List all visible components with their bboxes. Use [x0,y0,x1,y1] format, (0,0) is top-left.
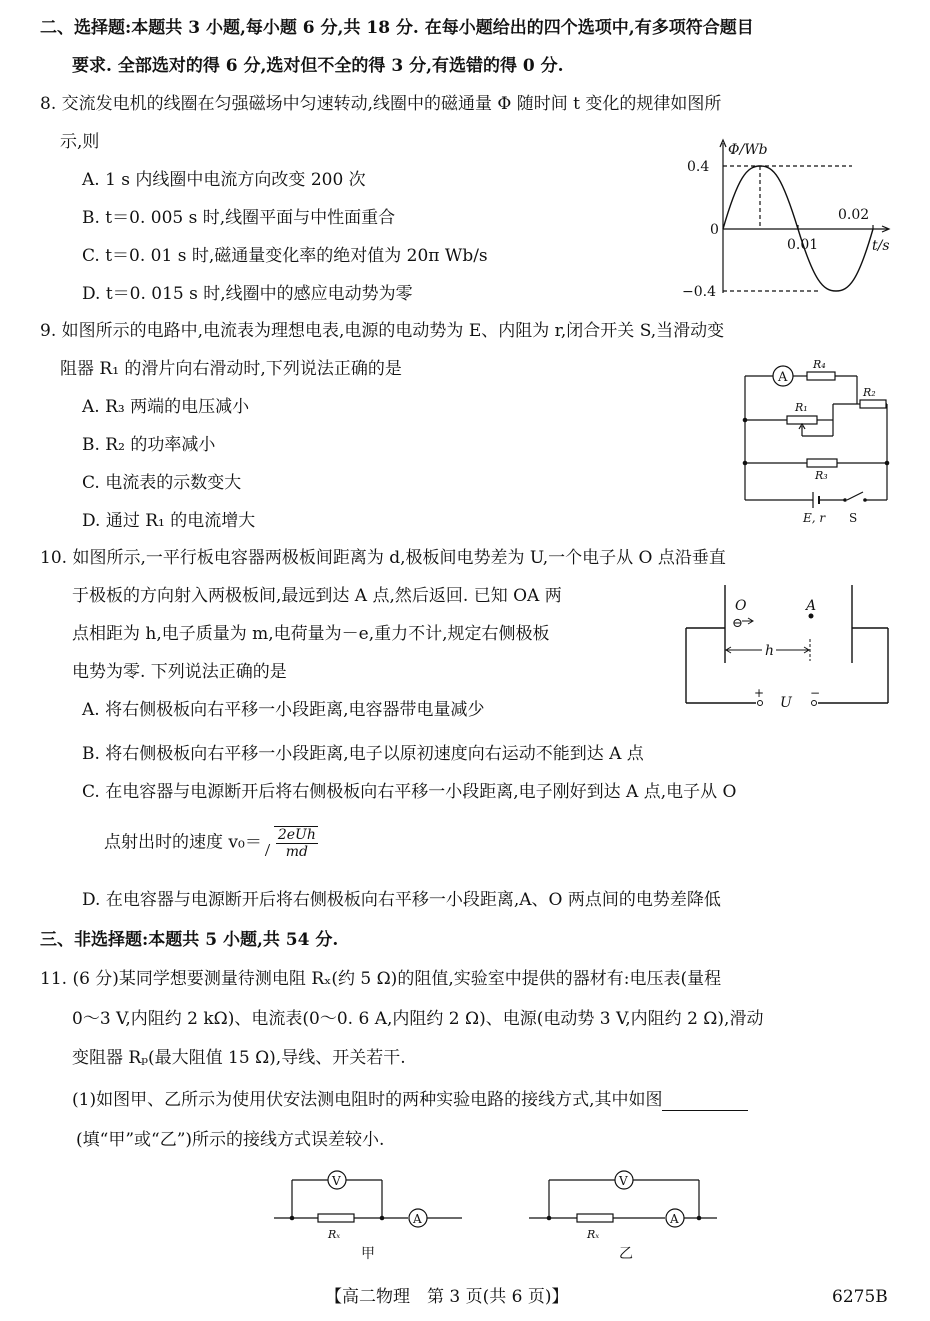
voltmeter-label: V [332,1174,341,1188]
r3-label: R₃ [815,469,828,482]
answer-blank[interactable] [662,1094,748,1111]
q8-option-c: C. t＝0. 01 s 时,磁通量变化率的绝对值为 20π Wb/s [82,246,488,266]
q9-stem-line1: 9. 如图所示的电路中,电流表为理想电表,电源的电动势为 E、内阻为 r,闭合开关 S,当滑动变 [40,321,725,341]
q10-option-c-line2 [104,826,318,860]
q8-option-b: B. t＝0. 005 s 时,线圈平面与中性面重合 [82,208,396,228]
q10-stem-line1: 10. 如图所示,一平行板电容器两极板间距离为 d,极板间电势差为 U,一个电子从 O 点沿垂直 [40,548,726,568]
sqrt-formula [262,826,318,860]
q9-stem-line2: 阻器 R₁ 的滑片向右滑动时,下列说法正确的是 [60,359,402,379]
q9-option-b: B. R₂ 的功率减小 [82,435,216,455]
caption-yi: 乙 [619,1246,633,1262]
voltmeter-label: V [619,1174,628,1188]
q10-option-b: B. 将右侧极板向右平移一小段距离,电子以原初速度向右运动不能到达 A 点 [82,744,644,764]
rx-label: Rₓ [328,1228,341,1241]
fraction-numerator: 2eUh [277,827,316,843]
q8-option-d: D. t＝0. 015 s 时,线圈中的感应电动势为零 [82,284,413,304]
q11-circuit-jia [270,1160,465,1265]
q10-option-d: D. 在电容器与电源断开后将右侧极板向右平移一小段距离,A、O 两点间的电势差降低 [82,890,721,910]
y-tick-top: 0.4 [687,159,710,175]
q10-option-c-text: 点射出时的速度 v₀＝ [104,832,262,853]
section2-heading-line1: 二、选择题:本题共 3 小题,每小题 6 分,共 18 分. 在每小题给出的四个选项中,有多项符合题目 [40,18,754,38]
electron-symbol: ⊖ [732,616,743,631]
caption-jia: 甲 [361,1246,375,1262]
q8-flux-graph [680,135,895,305]
fraction-denominator: md [285,844,308,860]
footer-page-info: 【高二物理 第 3 页(共 6 页)】 [325,1287,569,1307]
fraction [276,827,318,860]
section2-heading-line2: 要求. 全部选对的得 6 分,选对但不全的得 3 分,有选错的得 0 分. [72,56,564,76]
q10-option-c-line1: C. 在电容器与电源断开后将右侧极板向右平移一小段距离,电子刚好到达 A 点,电子从 O [82,782,737,802]
q10-capacitor-figure [680,583,890,713]
y-tick-zero: 0 [710,222,719,238]
q9-option-d: D. 通过 R₁ 的电流增大 [82,511,256,531]
x-tick-mid: 0.01 [787,237,819,253]
ammeter-label: A [670,1212,679,1226]
q9-circuit [735,352,900,527]
q11-stem-line1: 11. (6 分)某同学想要测量待测电阻 Rₓ(约 5 Ω)的阻值,实验室中提供的器材有:电压表(量程 [40,969,722,989]
point-o-label: O [735,598,747,614]
rx-label: Rₓ [587,1228,600,1241]
q11-sub1-line2: (填“甲”或“乙”)所示的接线方式误差较小. [76,1130,385,1150]
x-axis-label: t/s [872,238,890,254]
point-a-dot [809,614,814,619]
point-a-label: A [806,598,817,614]
q8-option-a: A. 1 s 内线圈中电流方向改变 200 次 [82,170,366,190]
q10-stem-line4: 电势为零. 下列说法正确的是 [72,662,287,682]
q11-sub1-text: (1)如图甲、乙所示为使用伏安法测电阻时的两种实验电路的接线方式,其中如图 [72,1090,663,1110]
y-tick-bottom: −0.4 [682,284,716,300]
q9-option-a: A. R₃ 两端的电压减小 [82,397,250,417]
rx-resistor [318,1214,354,1222]
r1-label: R₁ [795,401,808,414]
q9-option-c: C. 电流表的示数变大 [82,473,242,493]
switch-lever [847,492,863,500]
section3-heading: 三、非选择题:本题共 5 小题,共 54 分. [40,930,339,950]
q11-stem-line2: 0～3 V,内阻约 2 kΩ)、电流表(0～0. 6 A,内阻约 2 Ω)、电源(电动势 3 V,内阻约 2 Ω),滑动 [72,1009,764,1029]
r2-resistor [860,400,886,408]
y-axis-label: Φ/Wb [728,142,768,158]
distance-h-label: h [765,643,775,659]
q11-circuit-yi [525,1160,720,1265]
ammeter-label: A [778,370,788,385]
q10-stem-line2: 于极板的方向射入两极板间,最远到达 A 点,然后返回. 已知 OA 两 [72,586,562,606]
voltage-u-label: U [780,695,792,711]
rx-resistor [577,1214,613,1222]
r1-resistor [787,416,817,424]
source-label: E, r [803,511,826,525]
switch-label: S [849,511,858,525]
q10-option-a: A. 将右侧极板向右平移一小段距离,电容器带电量减少 [82,700,485,720]
q8-stem-line2: 示,则 [60,132,100,152]
q11-stem-line3: 变阻器 Rₚ(最大阻值 15 Ω),导线、开关若干. [72,1048,406,1068]
r3-resistor [807,459,837,467]
q10-stem-line3: 点相距为 h,电子质量为 m,电荷量为－e,重力不计,规定右侧极板 [72,624,550,644]
plus-label: + [754,686,765,700]
r4-resistor [807,372,835,380]
r4-label: R₄ [813,358,826,371]
minus-label: − [810,686,821,700]
r2-label: R₂ [863,386,876,399]
footer-code: 6275B [832,1287,888,1307]
q8-stem-line1: 8. 交流发电机的线圈在匀强磁场中匀速转动,线圈中的磁通量 Φ 随时间 t 变化的规律如图所 [40,94,722,114]
q11-sub1-line1 [72,1089,748,1111]
ammeter-label: A [413,1212,422,1226]
x-tick-end: 0.02 [838,207,870,223]
